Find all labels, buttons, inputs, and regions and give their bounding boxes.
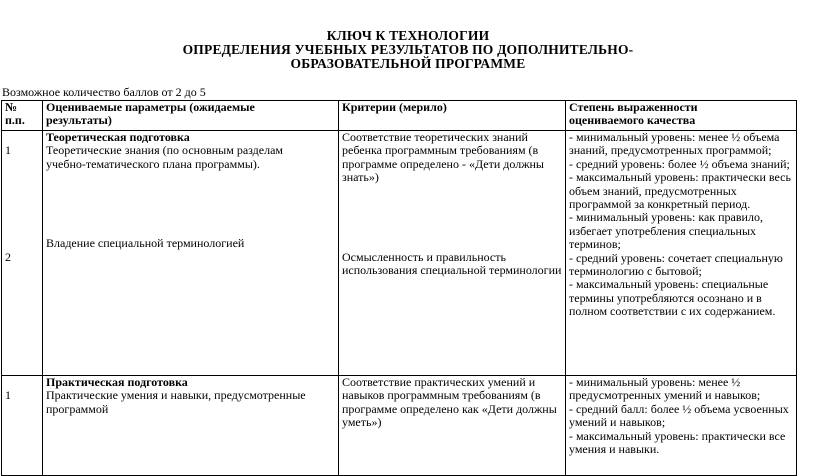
theory-degree-item: - минимальный уровень: как правило, избегает употребления специальных терминов;: [569, 210, 763, 252]
header-parameters-line-1: Оцениваемые параметры (ожидаемые: [46, 100, 255, 114]
theory-degree-cell: [566, 131, 797, 376]
practice-degree-cell: [566, 376, 797, 476]
score-range-note: Возможное количество баллов от 2 до 5: [2, 85, 206, 99]
document-title-line-3: ОБРАЗОВАТЕЛЬНОЙ ПРОГРАММЕ: [290, 56, 526, 71]
table-row-practice: [2, 376, 797, 476]
practice-heading: Практическая подготовка: [46, 375, 188, 389]
theory-param-knowledge: Теоретические знания (по основным разделам учебно-тематического плана программы).: [46, 143, 284, 171]
header-criteria-text: Критерии (мерило): [342, 100, 447, 114]
theory-number-2: 2: [5, 249, 11, 264]
header-number: [2, 101, 43, 131]
theory-criteria-knowledge: Соответствие теоретических знаний ребенка программным требованиям (в программе определено - «Дети должны знать»): [342, 130, 544, 185]
practice-number: 1: [5, 388, 11, 403]
theory-degree-item: - минимальный уровень: менее ½ объема знаний, предусмотренных программой;: [569, 130, 780, 158]
header-parameters: [43, 101, 339, 131]
practice-degree-item: - минимальный уровень: менее ½ предусмотренных умений и навыков;: [569, 375, 761, 403]
theory-param-terminology: Владение специальной терминологией: [46, 236, 245, 251]
assessment-table: [1, 100, 797, 476]
header-degree: [566, 101, 797, 131]
practice-criteria: Соответствие практических умений и навыков программным требованиям (в программе определено как «Дети должны уметь»): [342, 375, 557, 430]
practice-number-cell: [2, 376, 43, 476]
theory-degree-item: - максимальный уровень: специальные термины употребляются осознано и в полном соответствии с их содержанием.: [569, 277, 776, 319]
theory-degree-item: - максимальный уровень: практически весь объем знаний, предусмотренных программой за конкретный период.: [569, 170, 791, 212]
theory-number-cell: [2, 131, 43, 376]
theory-degree-item: - средний уровень: более ½ объема знаний;: [569, 156, 790, 171]
practice-params-cell: [43, 376, 339, 476]
table-header-row: [2, 101, 797, 131]
theory-number-1: 1: [5, 143, 11, 158]
document-title-line-1: КЛЮЧ К ТЕХНОЛОГИИ: [326, 28, 490, 43]
theory-heading: Теоретическая подготовка: [46, 130, 190, 144]
practice-degree-item: - максимальный уровень: практически все умения и навыки.: [569, 428, 786, 457]
theory-params-cell: [43, 131, 339, 376]
document-title-line-2: ОПРЕДЕЛЕНИЯ УЧЕБНЫХ РЕЗУЛЬТАТОВ ПО ДОПОЛНИТЕЛЬНО-: [182, 42, 634, 57]
theory-criteria-terminology: Осмысленность и правильность использования специальной терминологии: [342, 250, 562, 278]
header-criteria: [339, 101, 566, 131]
theory-criteria-cell: [339, 131, 566, 376]
header-number-line-2: п.п.: [5, 113, 25, 128]
practice-criteria-cell: [339, 376, 566, 476]
header-number-line-1: №: [5, 100, 18, 114]
theory-degree-item: - средний уровень: сочетает специальную терминологию с бытовой;: [569, 250, 783, 279]
header-parameters-line-2: результаты): [46, 113, 112, 128]
practice-degree-item: - средний балл: более ½ объема усвоенных умений и навыков;: [569, 401, 789, 430]
table-row-theory: [2, 131, 797, 376]
header-degree-line-2: оцениваемого качества: [569, 113, 696, 128]
practice-param: Практические умения и навыки, предусмотренные программой: [46, 388, 306, 416]
header-degree-line-1: Степень выраженности: [569, 100, 698, 114]
